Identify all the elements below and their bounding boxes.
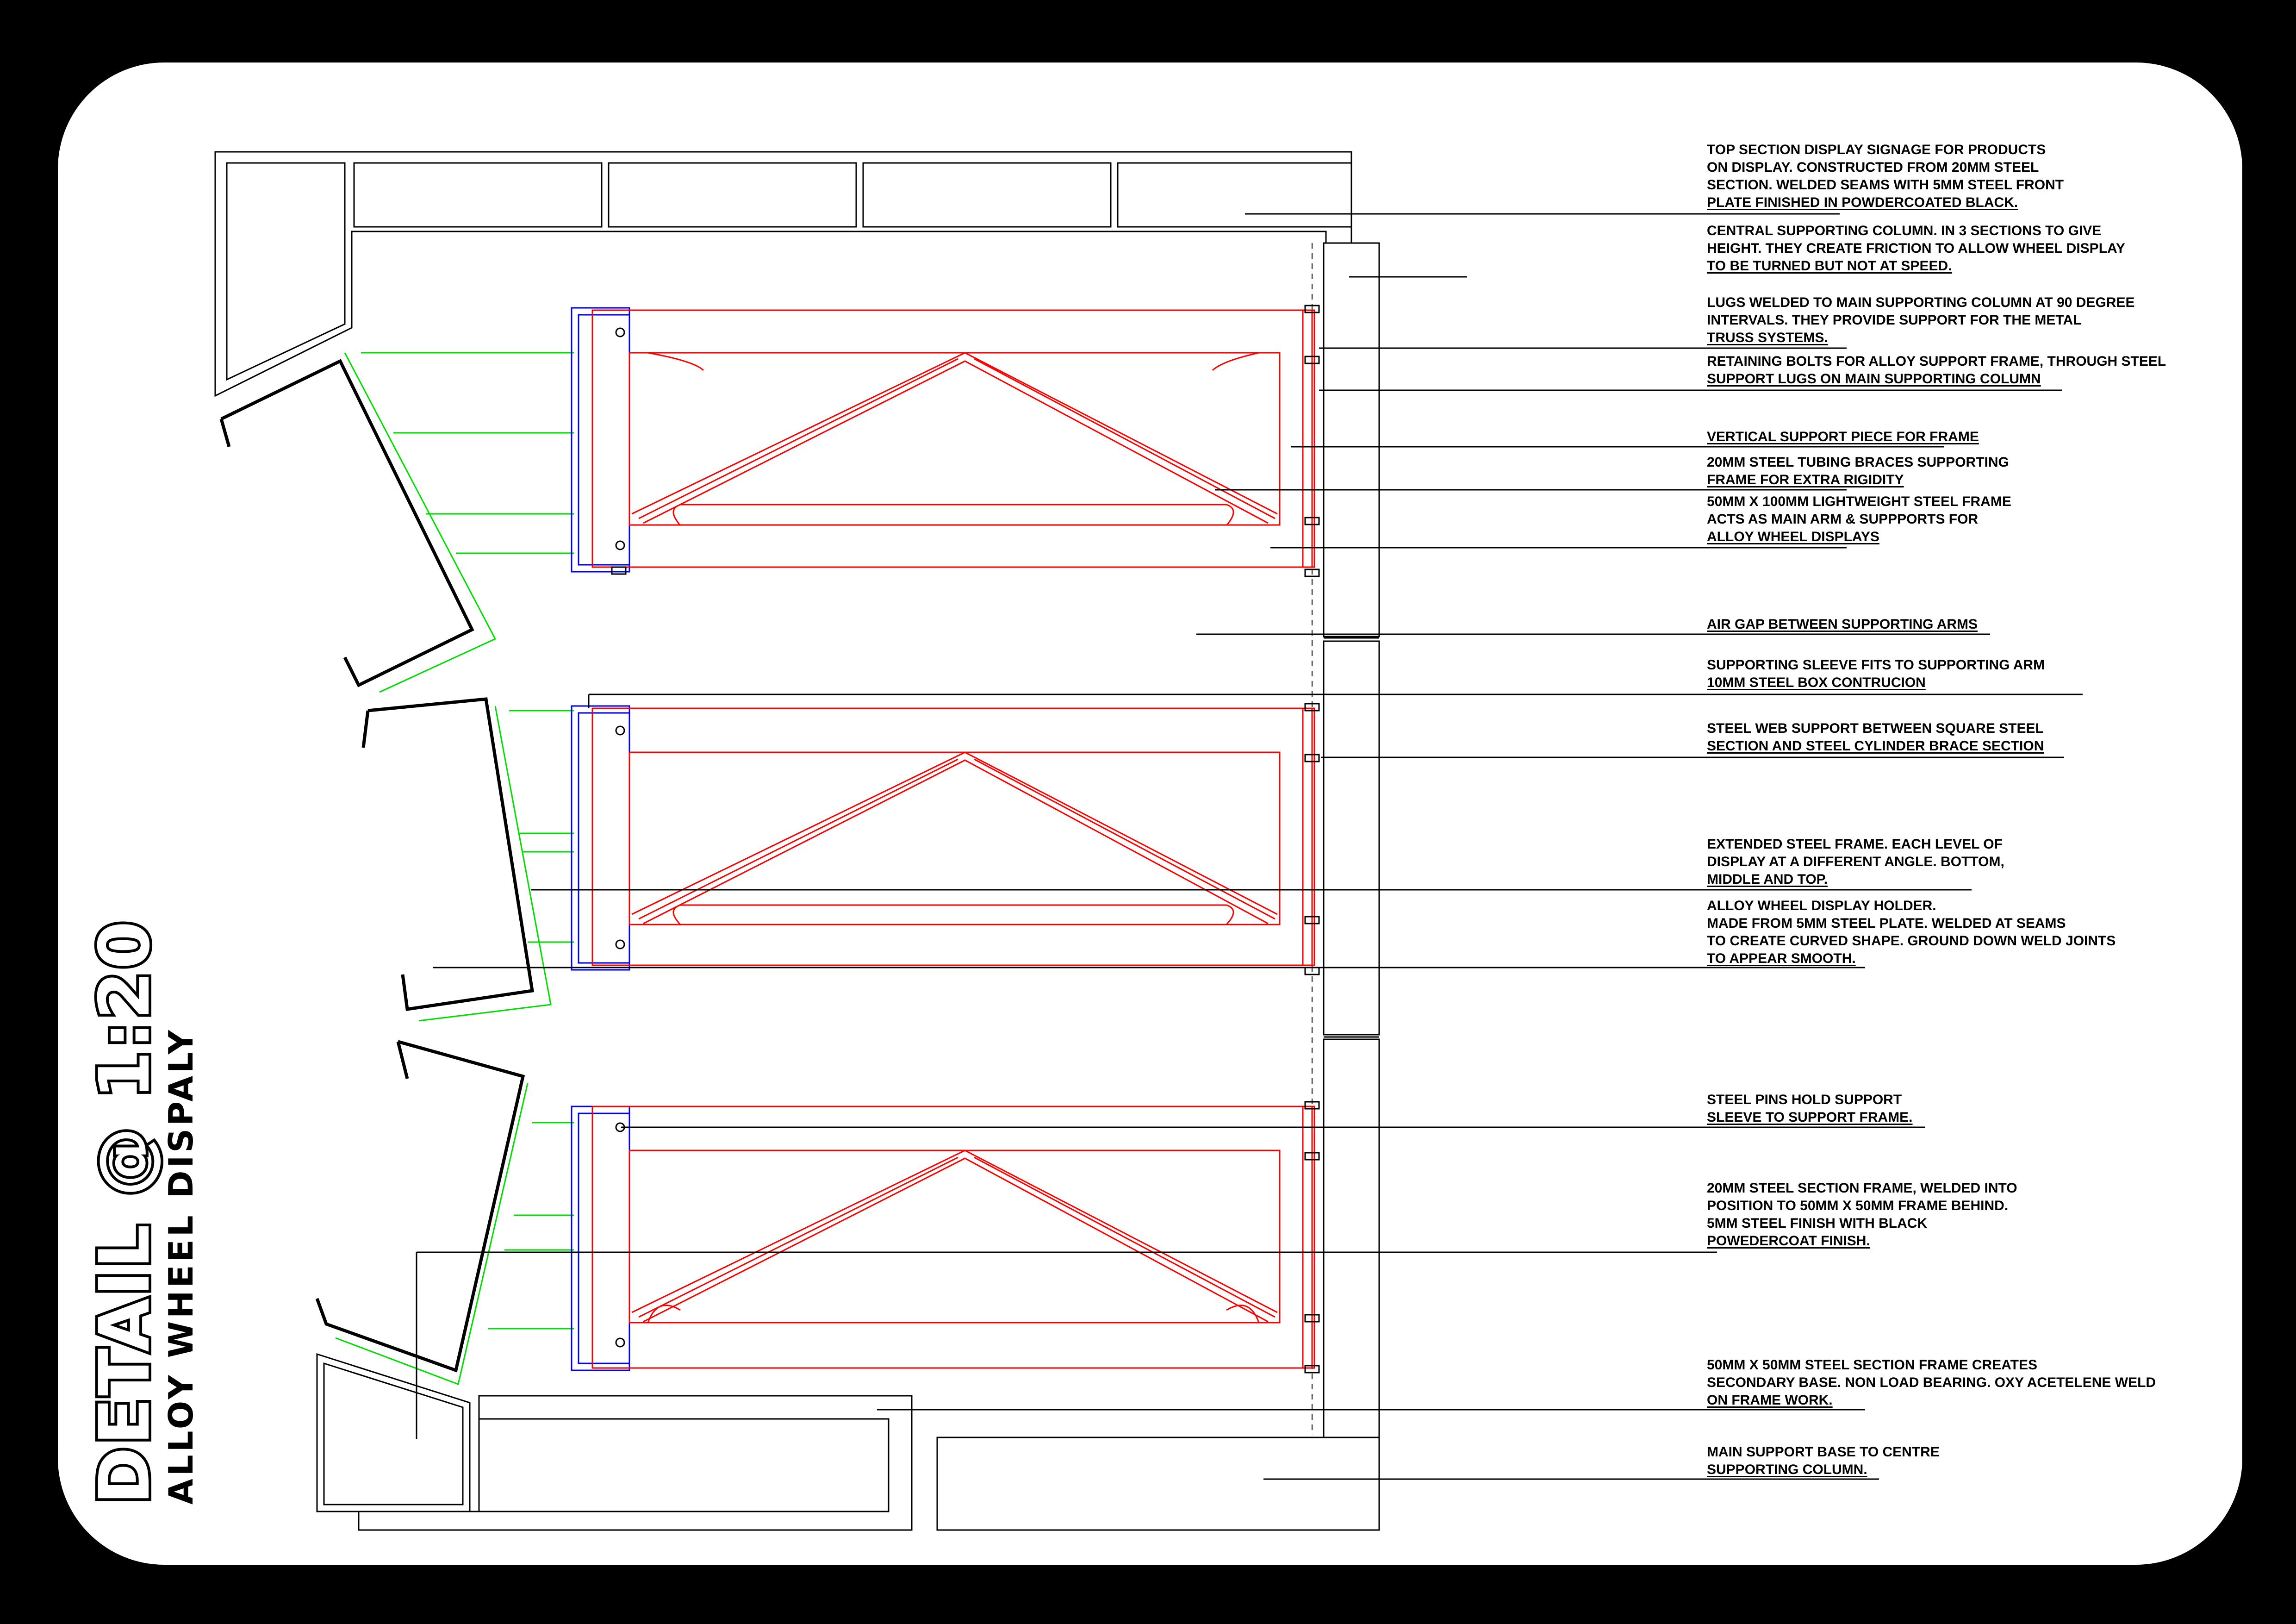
drawing-title: DETAIL @ 1:20 (85, 919, 165, 1505)
note-line: TO CREATE CURVED SHAPE. GROUND DOWN WELD JOINTS (1707, 933, 2116, 949)
note-line: SUPPORTING COLUMN. (1707, 1462, 1867, 1477)
note-line: SECTION AND STEEL CYLINDER BRACE SECTION (1707, 738, 2044, 754)
note-main-base (1707, 1443, 1940, 1479)
note-line: ACTS AS MAIN ARM & SUPPPORTS FOR (1707, 512, 1979, 527)
note-line: SUPPORT LUGS ON MAIN SUPPORTING COLUMN (1707, 371, 2041, 387)
title-block (85, 919, 200, 1505)
note-line: SECONDARY BASE. NON LOAD BEARING. OXY ACETELENE WELD (1707, 1375, 2156, 1390)
note-steel-web (1707, 720, 2044, 755)
note-line: EXTENDED STEEL FRAME. EACH LEVEL OF (1707, 837, 2003, 852)
note-line: HEIGHT. THEY CREATE FRICTION TO ALLOW WHEEL DISPLAY (1707, 241, 2125, 256)
note-lugs (1707, 294, 2135, 347)
note-line: POSITION TO 50MM X 50MM FRAME BEHIND. (1707, 1198, 2009, 1213)
note-line: ALLOY WHEEL DISPLAYS (1707, 529, 1879, 544)
note-retaining-bolts (1707, 353, 2166, 388)
note-line: ALLOY WHEEL DISPLAY HOLDER. (1707, 898, 1936, 913)
note-vertical-support (1707, 428, 1979, 446)
drawing-subtitle: ALLOY WHEEL DISPALY (162, 1027, 200, 1505)
note-line: MIDDLE AND TOP. (1707, 872, 1828, 887)
note-line: SUPPORTING SLEEVE FITS TO SUPPORTING ARM (1707, 657, 2045, 673)
note-line: FRAME FOR EXTRA RIGIDITY (1707, 472, 1904, 487)
note-central-column (1707, 222, 2125, 275)
note-line: POWEDERCOAT FINISH. (1707, 1233, 1870, 1249)
note-line: 50MM X 100MM LIGHTWEIGHT STEEL FRAME (1707, 494, 2011, 509)
note-line: 5MM STEEL FINISH WITH BLACK (1707, 1216, 1928, 1231)
note-line: SECTION. WELDED SEAMS WITH 5MM STEEL FRONT (1707, 177, 2064, 193)
note-line: PLATE FINISHED IN POWDERCOATED BLACK. (1707, 195, 2018, 210)
note-line: TO APPEAR SMOOTH. (1707, 951, 1856, 966)
note-line: MAIN SUPPORT BASE TO CENTRE (1707, 1444, 1940, 1460)
note-steel-frame (1707, 493, 2011, 546)
note-extended-frame (1707, 836, 2004, 888)
note-section-frame (1707, 1180, 2017, 1250)
note-line: MADE FROM 5MM STEEL PLATE. WELDED AT SEAMS (1707, 916, 2066, 931)
note-top-signage (1707, 141, 2064, 212)
note-line: INTERVALS. THEY PROVIDE SUPPORT FOR THE METAL (1707, 312, 2082, 328)
note-secondary-base (1707, 1356, 2156, 1409)
note-line: ON FRAME WORK. (1707, 1393, 1833, 1408)
note-line: VERTICAL SUPPORT PIECE FOR FRAME (1707, 429, 1979, 444)
note-line: 50MM X 50MM STEEL SECTION FRAME CREATES (1707, 1357, 2037, 1373)
note-line: TRUSS SYSTEMS. (1707, 330, 1828, 345)
note-line: TO BE TURNED BUT NOT AT SPEED. (1707, 258, 1952, 274)
note-line: SLEEVE TO SUPPORT FRAME. (1707, 1110, 1913, 1125)
note-line: STEEL WEB SUPPORT BETWEEN SQUARE STEEL (1707, 721, 2044, 736)
note-tubing-braces (1707, 454, 2009, 489)
note-line: 20MM STEEL TUBING BRACES SUPPORTING (1707, 455, 2009, 470)
note-line: STEEL PINS HOLD SUPPORT (1707, 1092, 1902, 1107)
note-line: ON DISPLAY. CONSTRUCTED FROM 20MM STEEL (1707, 160, 2039, 175)
note-line: 10MM STEEL BOX CONTRUCION (1707, 675, 1926, 690)
note-line: RETAINING BOLTS FOR ALLOY SUPPORT FRAME, THROUGH STEEL (1707, 354, 2166, 369)
note-line: DISPLAY AT A DIFFERENT ANGLE. BOTTOM, (1707, 854, 2004, 869)
note-wheel-holder (1707, 897, 2116, 968)
note-supporting-sleeve (1707, 656, 2045, 692)
sheet-border (58, 62, 2242, 1565)
note-line: 20MM STEEL SECTION FRAME, WELDED INTO (1707, 1181, 2017, 1196)
note-steel-pins (1707, 1091, 1913, 1126)
note-line: CENTRAL SUPPORTING COLUMN. IN 3 SECTIONS TO GIVE (1707, 223, 2102, 238)
note-line: AIR GAP BETWEEN SUPPORTING ARMS (1707, 617, 1978, 632)
note-line: TOP SECTION DISPLAY SIGNAGE FOR PRODUCTS (1707, 142, 2046, 157)
note-air-gap (1707, 616, 1978, 633)
note-line: LUGS WELDED TO MAIN SUPPORTING COLUMN AT 90 DEGREE (1707, 295, 2135, 310)
